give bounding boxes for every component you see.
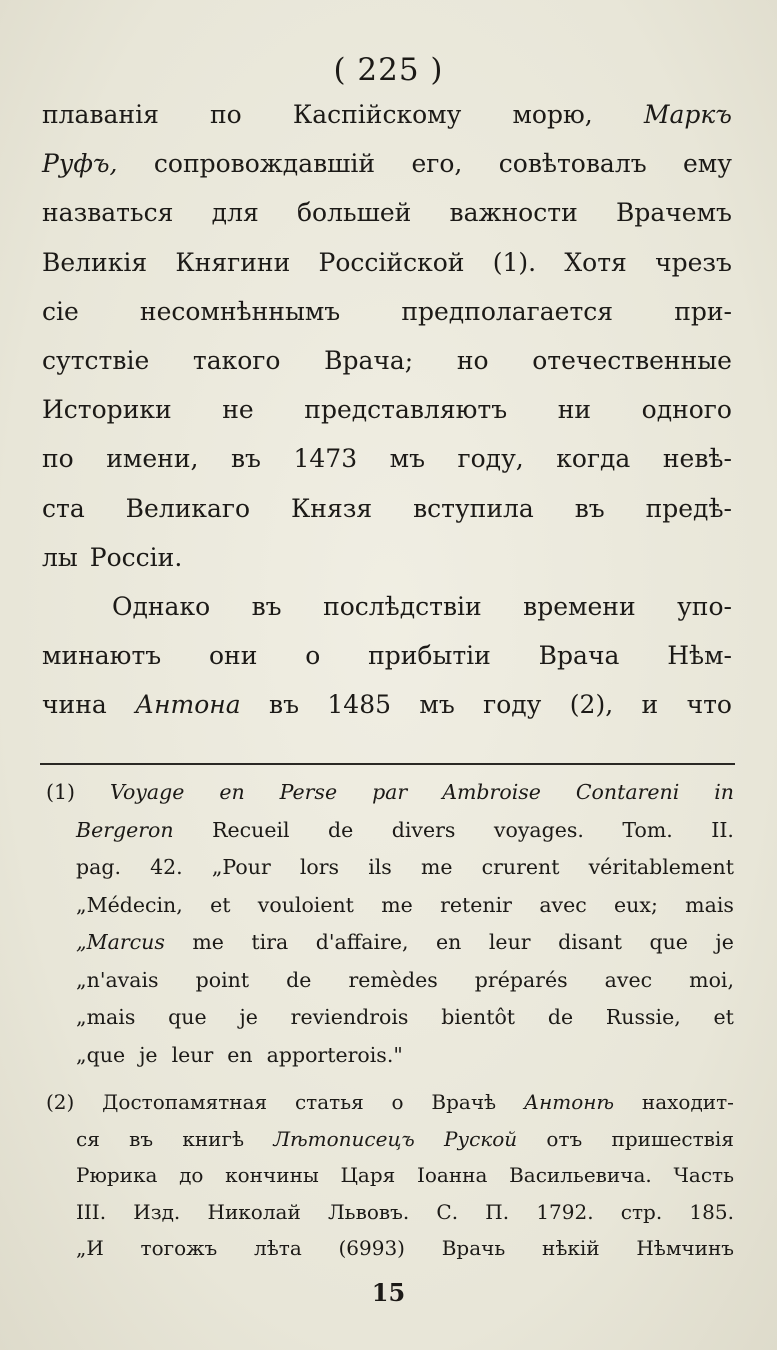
word: 1473 <box>293 444 358 474</box>
footnote-line <box>46 1090 734 1127</box>
word: плаванія <box>42 100 159 129</box>
word: мъ <box>389 444 425 474</box>
word: de <box>286 967 312 992</box>
word: и <box>641 690 659 720</box>
word: Russie, <box>605 1005 681 1029</box>
word: vouloient <box>257 892 354 917</box>
word: году, <box>457 444 524 474</box>
word: когда <box>556 444 631 474</box>
word: Великія <box>42 247 148 277</box>
word-italic: „Marcus <box>76 930 165 954</box>
word: III. <box>76 1199 107 1224</box>
word: Царя <box>340 1163 396 1187</box>
word: Россіи. <box>89 542 183 572</box>
word: et <box>210 892 231 917</box>
word: „И <box>76 1236 104 1260</box>
word-italic: Маркъ <box>643 100 732 129</box>
word: me <box>192 930 224 954</box>
footnote-line <box>46 818 734 856</box>
word: Однако <box>112 591 211 621</box>
word: несомнѣннымъ <box>139 296 341 326</box>
footnote-1 <box>46 780 734 1080</box>
word: ста <box>42 493 85 523</box>
word: Россійской <box>318 247 465 277</box>
word: одного <box>641 395 732 425</box>
word: et <box>713 1005 734 1029</box>
word: ни <box>557 395 592 425</box>
word: но <box>456 345 489 375</box>
word: mais <box>685 892 734 917</box>
footnote-line <box>46 855 734 893</box>
word: большей <box>296 198 412 228</box>
word: (6993) <box>338 1236 405 1260</box>
word: они <box>209 641 258 671</box>
word: Князя <box>290 493 373 523</box>
word: de <box>547 1005 574 1029</box>
word-italic: Руской <box>444 1126 518 1151</box>
word: чрезъ <box>655 247 732 277</box>
word: „n'avais <box>76 967 159 992</box>
word: Recueil <box>212 817 290 842</box>
word: Tom. <box>622 817 673 842</box>
footnote-line <box>46 780 734 818</box>
text-line <box>42 641 732 690</box>
word: que <box>168 1005 207 1029</box>
word: предѣ- <box>645 493 732 523</box>
word: tira <box>251 930 289 954</box>
word: чина <box>42 690 107 720</box>
word: 1792. <box>536 1199 594 1224</box>
footnote-divider <box>40 763 735 765</box>
word: leur <box>488 930 531 954</box>
word-italic: Bergeron <box>76 817 174 842</box>
footnote-line <box>46 1200 734 1237</box>
signature-mark: 15 <box>371 1278 406 1307</box>
footnote-ref: (2), <box>569 690 614 720</box>
word: въ <box>574 493 605 523</box>
word-italic: par <box>372 780 408 804</box>
word: послѣдствіи <box>323 591 482 621</box>
word: въ <box>269 690 300 720</box>
word-italic: Руфъ, <box>42 149 118 179</box>
word: Историки <box>42 395 172 425</box>
word: eux; <box>614 892 658 917</box>
word: pag. <box>76 855 121 879</box>
word: совѣтовалъ <box>498 149 647 179</box>
word: что <box>686 690 732 720</box>
word: Великаго <box>125 493 251 523</box>
word: de <box>328 817 354 842</box>
word: je <box>239 1005 258 1029</box>
text-line <box>42 690 732 739</box>
word: для <box>211 198 259 228</box>
word-italic: Антонѣ <box>523 1090 615 1114</box>
word: ся <box>76 1126 100 1151</box>
word: въ <box>251 591 282 621</box>
footnote-2 <box>46 1090 734 1273</box>
word: „Médecin, <box>76 892 183 917</box>
word: en <box>436 930 462 954</box>
word: „que <box>76 1042 126 1067</box>
word: me <box>381 892 413 917</box>
word: отечественные <box>532 345 732 375</box>
word: „Pour <box>211 855 271 879</box>
word-italic: Ambroise <box>442 780 541 804</box>
word: voyages. <box>493 817 584 842</box>
word: сутствіе <box>42 345 150 375</box>
word: не <box>222 395 254 425</box>
text-line <box>42 395 732 444</box>
word: préparés <box>474 967 568 992</box>
word: пришествія <box>611 1126 734 1151</box>
word: leur <box>171 1042 214 1067</box>
word: нѣкій <box>541 1236 600 1260</box>
word: ему <box>683 149 732 179</box>
word: Николай <box>207 1199 301 1224</box>
word-italic: Лѣтописецъ <box>273 1126 415 1151</box>
word: до <box>179 1163 204 1187</box>
word: сопровождавшій <box>153 149 376 179</box>
word: по <box>210 100 242 129</box>
word: remèdes <box>348 967 438 992</box>
word: находит- <box>641 1090 734 1114</box>
footnote-line <box>46 1163 734 1200</box>
word: упо- <box>677 591 732 621</box>
word: Врачь <box>441 1236 506 1260</box>
word: retenir <box>440 892 512 917</box>
text-line <box>42 297 732 346</box>
word: мъ <box>419 690 455 720</box>
word: ils <box>368 855 392 879</box>
word: d'affaire, <box>315 930 409 954</box>
word: que <box>649 930 688 954</box>
footnote-line <box>46 930 734 968</box>
word: divers <box>391 817 456 842</box>
word: moi, <box>689 967 734 992</box>
word: Васильевича. <box>509 1163 652 1187</box>
word: важности <box>449 198 578 228</box>
word: Врачемъ <box>616 198 732 228</box>
word: Изд. <box>133 1199 181 1224</box>
word: книгѣ <box>182 1126 245 1151</box>
word: сіе <box>42 296 79 326</box>
word: предполагается <box>401 296 614 326</box>
word: имени, <box>106 444 199 474</box>
text-line <box>42 346 732 395</box>
word-italic: Антона <box>135 690 241 720</box>
word: Каспійскому <box>292 100 462 129</box>
page-number: ( 225 ) <box>333 52 444 88</box>
word: отъ <box>546 1126 583 1151</box>
text-line <box>42 248 732 297</box>
word: bientôt <box>441 1005 516 1029</box>
word: Хотя <box>564 247 627 277</box>
word: je <box>715 930 734 954</box>
word: disant <box>558 930 622 954</box>
word: Княгини <box>175 247 291 277</box>
word: въ <box>230 444 261 474</box>
word: времени <box>523 591 636 621</box>
word: тогожъ <box>140 1236 218 1260</box>
word: его, <box>411 149 463 179</box>
word: кончины <box>225 1163 319 1187</box>
word: о <box>391 1090 404 1114</box>
word-italic: Perse <box>279 780 338 804</box>
word-italic: Contareni <box>575 780 680 804</box>
word: Іоанна <box>416 1163 488 1187</box>
word: морю, <box>512 100 593 129</box>
footnote-marker: (1) <box>46 780 76 804</box>
word: Врачѣ <box>431 1090 497 1114</box>
text-line <box>42 592 732 641</box>
word: je <box>139 1042 158 1067</box>
word: „mais <box>76 1005 136 1029</box>
word: назваться <box>42 198 174 228</box>
word: crurent <box>481 855 560 879</box>
word: reviendrois <box>290 1005 409 1029</box>
text-line <box>42 494 732 543</box>
word: такого <box>192 345 281 375</box>
word: me <box>420 855 453 879</box>
word: по <box>42 444 74 474</box>
word: при- <box>674 296 732 326</box>
footnote-line <box>46 1043 734 1081</box>
word: минаютъ <box>42 641 162 671</box>
word: Нѣмчинъ <box>636 1236 734 1260</box>
text-line <box>42 100 732 149</box>
footnote-line <box>46 1127 734 1164</box>
footnote-line <box>46 1005 734 1043</box>
word-italic: en <box>219 780 245 804</box>
word: году <box>483 690 542 720</box>
word: П. <box>485 1199 510 1224</box>
word-italic: in <box>714 780 734 804</box>
footnote-line <box>46 1236 734 1273</box>
word: avec <box>604 967 653 992</box>
word: véritablement <box>588 855 734 879</box>
footnote-line <box>46 893 734 931</box>
word: Достопамятная <box>102 1090 268 1114</box>
word: Нѣм- <box>667 641 732 671</box>
text-line <box>42 543 732 592</box>
word: невѣ- <box>662 444 732 474</box>
word: lors <box>299 855 340 879</box>
word: стр. <box>620 1199 663 1224</box>
word: apporterois." <box>266 1042 403 1067</box>
word: 42. <box>150 855 183 879</box>
word: статья <box>294 1090 364 1114</box>
footnote-line <box>46 968 734 1006</box>
main-text <box>42 100 732 739</box>
word: en <box>227 1042 253 1067</box>
word: вступила <box>413 493 534 523</box>
footnote-ref: (1). <box>492 247 537 277</box>
word: представляютъ <box>304 395 508 425</box>
footnote-marker: (2) <box>46 1090 75 1114</box>
word: Львовъ. <box>327 1199 410 1224</box>
word: avec <box>539 892 587 917</box>
word: 1485 <box>327 690 392 720</box>
word: о <box>305 641 321 671</box>
word: 185. <box>689 1199 734 1224</box>
text-line <box>42 149 732 198</box>
word: II. <box>711 817 734 842</box>
word: Часть <box>673 1163 734 1187</box>
word: лѣта <box>254 1236 302 1260</box>
word: Врача <box>538 641 620 671</box>
word-italic: Voyage <box>110 780 185 804</box>
word: прибытіи <box>368 641 491 671</box>
word: С. <box>436 1199 459 1224</box>
word: Врача; <box>324 345 414 375</box>
text-line <box>42 444 732 493</box>
word: лы <box>42 542 78 572</box>
word: въ <box>129 1126 154 1151</box>
word: point <box>195 967 250 992</box>
word: Рюрика <box>76 1163 158 1187</box>
text-line <box>42 198 732 247</box>
